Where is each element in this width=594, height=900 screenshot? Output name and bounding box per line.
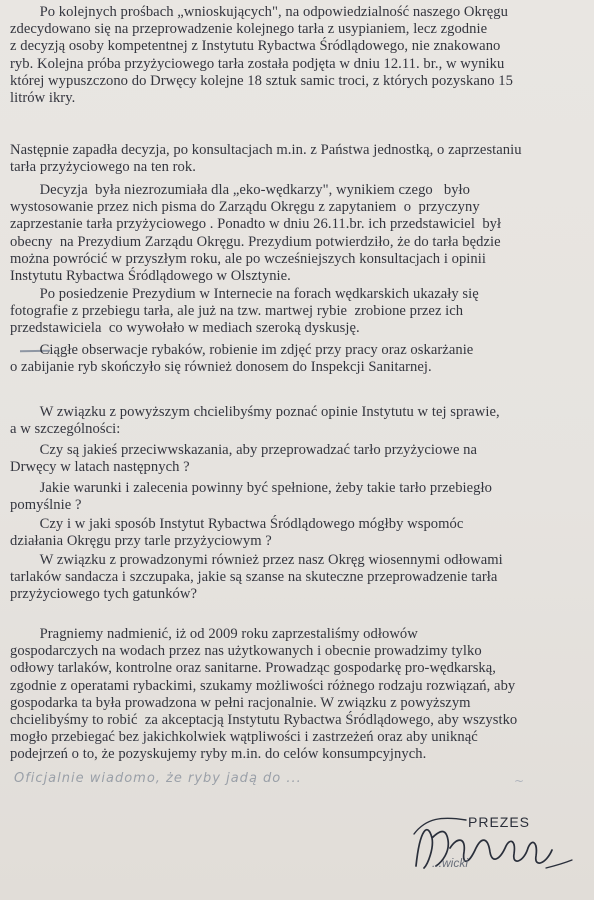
paragraph-5: Ciągłe obserwacje rybaków, robienie im zdjęć przy pracy oraz oskarżanie o zabijanie ryb skończyło się również donosem do Inspekcji Sanitarnej. bbox=[10, 342, 474, 376]
stray-faint-mark: ~ bbox=[514, 774, 525, 788]
question-4: W związku z prowadzonymi również przez nasz Okręg wiosennymi odłowami tarlaków sandacza i szczupaka, jakie są szanse na skuteczne przeprowadzenie tarła przyżyciowego tych gatunków? bbox=[10, 552, 503, 603]
paragraph-2: Następnie zapadła decyzja, po konsultacjach m.in. z Państwa jednostką, o zaprzestaniu tarła przyżyciowego na ten rok. bbox=[10, 142, 522, 176]
faint-handwritten-line: Oficjalnie wiadomo, że ryby jadą do ... bbox=[14, 771, 302, 786]
question-2: Jakie warunki i zalecenia powinny być spełnione, żeby takie tarło przebiegło pomyślnie ? bbox=[10, 480, 492, 514]
paragraph-1: Po kolejnych prośbach „wnioskujących", na odpowiedzialność naszego Okręgu zdecydowano się na przeprowadzenie kolejnego tarła z usypianiem, lecz zgodnie z decyzją osoby kompetentnej z Instytutu Rybactwa Śródlądowego, nie znakowano ryb. Kolejna próba przyżyciowego tarła została podjęta w dniu 12.11. br., w wyniku której wypuszczono do Drwęcy kolejne 18 sztuk samic troci, z których pozyskano 15 litrów ikry. bbox=[10, 4, 513, 107]
paragraph-6: W związku z powyższym chcielibyśmy poznać opinie Instytutu w tej sprawie, a w szczególności: bbox=[10, 404, 500, 438]
signature-title: PREZES bbox=[468, 814, 531, 830]
question-3: Czy i w jaki sposób Instytut Rybactwa Śródlądowego mógłby wspomóc działania Okręgu przy tarle przyżyciowym ? bbox=[10, 516, 464, 550]
signature-block bbox=[406, 808, 578, 884]
paragraph-4: Po posiedzenie Prezydium w Internecie na forach wędkarskich ukazały się fotografie z przebiegu tarła, ale już na tzw. martwej rybie zrobione przez ich przedstawiciela co wywołało w mediach szeroką dyskusję. bbox=[10, 286, 479, 337]
paragraph-closing: Pragniemy nadmienić, iż od 2009 roku zaprzestaliśmy odłowów gospodarczych na wodach przez nas użytkowanych i obecnie prowadzimy tylko odłowy tarlaków, kontrolne oraz sanitarne. Prowadząc gospodarkę pro-wędkarską, zgodnie z operatami rybackimi, szukamy możliwości różnego rodzaju rozwiązań, aby gospodarka ta była prowadzona w pełni racjonalnie. W związku z powyższym chcielibyśmy to robić za akceptacją Instytutu Rybactwa Śródlądowego, aby wszystko mogło przebiegać bez jakichkolwiek wątpliwości i zastrzeżeń oraz aby uniknąć podejrzeń o to, że pozyskujemy ryby m.in. do celów konsumpcyjnych. bbox=[10, 626, 518, 763]
signature-name: ...wicki bbox=[432, 856, 468, 870]
question-1: Czy są jakieś przeciwwskazania, aby przeprowadzać tarło przyżyciowe na Drwęcy w latach następnych ? bbox=[10, 442, 478, 476]
paragraph-3: Decyzja była niezrozumiała dla „eko-wędkarzy", wynikiem czego było wystosowanie przez nich pisma do Zarządu Okręgu z zapytaniem o przyczyny zaprzestanie tarła przyżyciowego . Ponadto w dniu 26.11.br. ich przedstawiciel był obecny na Prezydium Zarządu Okręgu. Prezydium potwierdziło, że do tarła będzie można powrócić w przyszłym roku, ale po wcześniejszych konsultacjach i opinii Instytutu Rybactwa Śródlądowego w Olsztynie. bbox=[10, 182, 502, 285]
